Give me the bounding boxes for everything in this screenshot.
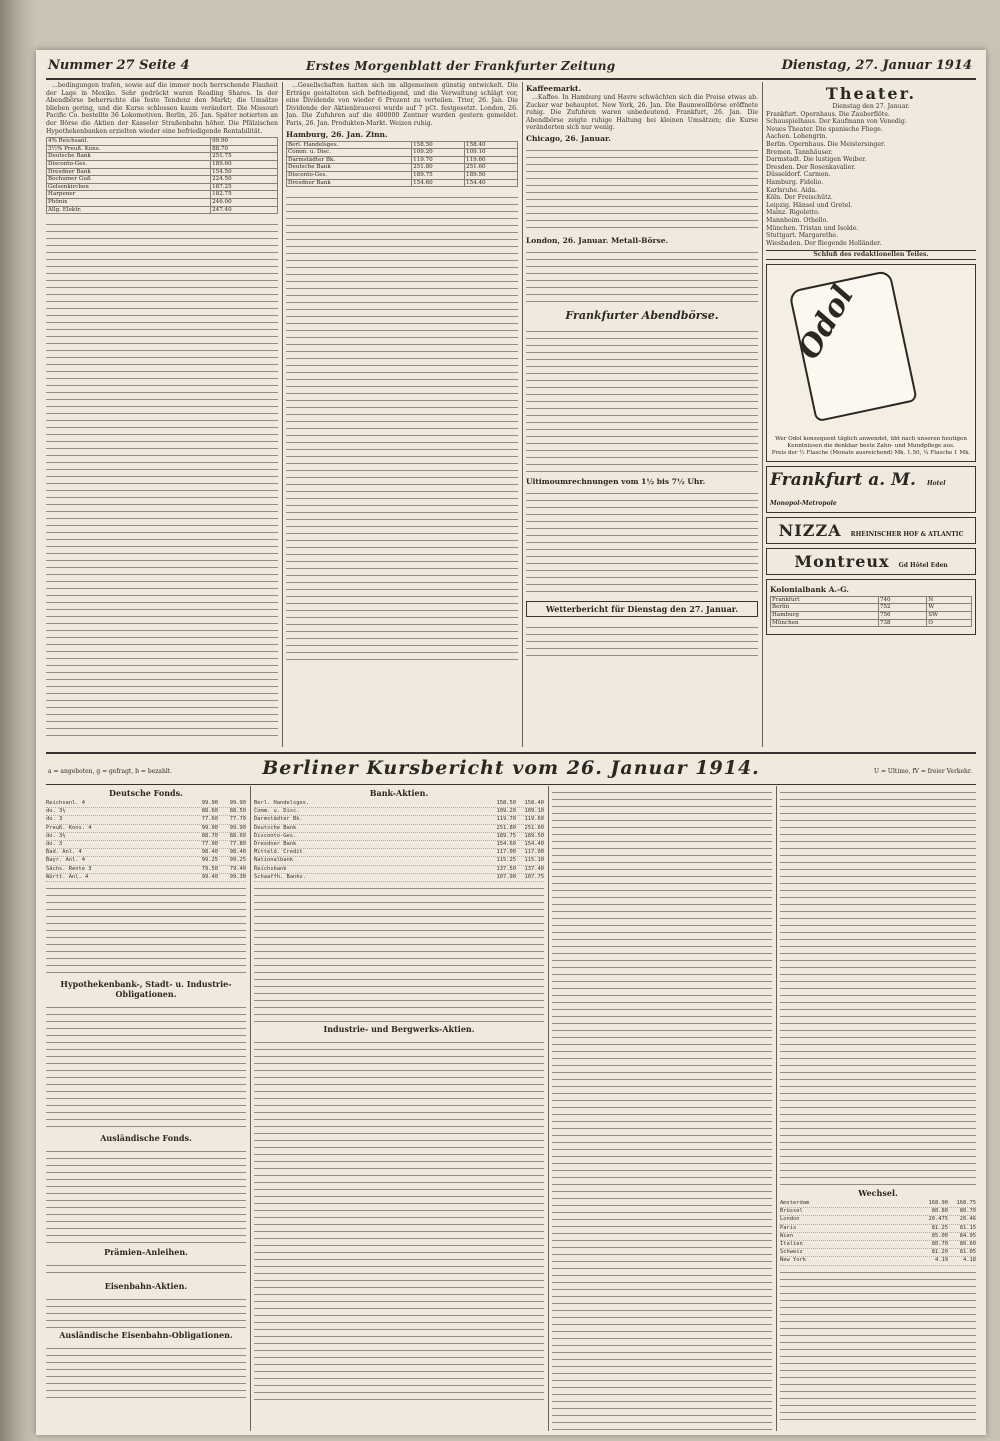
kurs-row (46, 841, 246, 849)
price-value: 84.95 (959, 1232, 976, 1239)
kurs-rows-block (46, 1145, 246, 1245)
security-name: Brüssel (780, 1208, 803, 1215)
price-value: 99.90 (229, 800, 246, 806)
price-value: 154.40 (524, 841, 544, 848)
table-cell: 109.20 (412, 149, 465, 157)
table-cell: 4% Reichsanl. (47, 138, 211, 146)
article-paragraph: ...Gesellschaften hatten sich im allgemeinen günstig entwickelt. Die Erträge gestalteten sich befriedigend, und die Verwaltung schlägt vor, eine Dividende von wieder 6 Prozent zu verteilen. Trier, 26. Jan. Die Dividende der Aktienbrauerei wurde auf 7 pCt. festgesetzt. London, 26. Jan. Die Zufuhren auf die 400000 Zentner wurden gestern gemeldet. Paris, 26. Jan. Produkten-Markt. Weizen ruhig. (286, 82, 518, 127)
table-cell: 119.70 (412, 156, 465, 164)
price-value: 99.90 (201, 824, 218, 831)
table-cell: 182.75 (211, 191, 278, 199)
table-cell: Disconto-Ges. (287, 171, 412, 179)
table-cell: 99.90 (211, 138, 278, 146)
montreux-hotel-ad (766, 548, 976, 575)
kursbericht-header (46, 752, 976, 785)
price-value: 98.40 (201, 849, 218, 856)
frankfurt-title: Frankfurt a. M. (770, 469, 916, 490)
article-text-block (46, 218, 278, 738)
theater-entry: Mannheim. Othello. (766, 216, 829, 224)
nizza-hotel-name: RHEINISCHER HOF & ATLANTIC (850, 530, 964, 538)
price-value: 77.80 (229, 841, 246, 848)
price-value: 251.60 (524, 824, 544, 831)
table-cell: Deutsche Bank (47, 153, 211, 161)
deutsche-fonds-heading: Deutsche Fonds. (109, 788, 183, 798)
bank-row (254, 866, 544, 874)
frankfurt-hotel-ad (766, 466, 976, 513)
table-cell: 189.50 (465, 171, 518, 179)
security-name: New York (780, 1257, 806, 1264)
table-cell: München (771, 619, 879, 627)
security-name: Disconto-Ges. (254, 832, 297, 839)
market-row (287, 171, 518, 179)
weather-row (771, 604, 972, 612)
theater-entry: Stuttgart. Margarethe. (766, 232, 839, 240)
security-name: Reichsanl. 4 (46, 800, 85, 806)
price-value: 80.60 (959, 1241, 976, 1248)
kurs-column-2 (254, 786, 544, 1431)
column-rule (522, 82, 523, 747)
price-value: 168.90 (928, 1200, 948, 1206)
theater-entry: Wiesbaden. Der fliegende Holländer. (766, 239, 882, 247)
price-value: 4.19 (935, 1257, 948, 1264)
page-binding (0, 0, 36, 1441)
table-cell: SW (927, 612, 972, 620)
security-name: do. 3½ (46, 832, 66, 839)
column-rule (762, 82, 763, 747)
wechsel-row (780, 1200, 976, 1208)
security-name: Deutsche Bank (254, 824, 297, 831)
theater-entry: Hamburg. Fidelio. (766, 178, 824, 186)
table-cell: Disconto-Ges. (47, 160, 211, 168)
praemien-heading: Prämien-Anleihen. (104, 1247, 188, 1258)
security-name: Italien (780, 1241, 803, 1248)
kursbericht-columns (46, 786, 976, 1431)
table-cell: 752 (878, 604, 926, 612)
column-rule (282, 82, 283, 747)
article-text-block (286, 191, 518, 661)
price-value: 107.90 (496, 873, 516, 880)
article-paragraph: ...bedingungen trafen, sowie auf die immer noch herrschende Flauheit der Lage in Mexiko. Sehr gedrückt waren Reading Shares. In der Abendbörse beherrschte die feste Tendenz den Markt; die Umsätze blieben gering, und die Kurse schlossen kaum verändert. Die Missouri Pacific Co. bestellte 36 Lokomotiven. Berlin, 26. Jan. Später notierten an der Börse die Aktien der Kasseler Straßenbahn höher. Die Pfälzischen Hypothekenbanken erzielten wieder eine befriedigende Rentabilität. (46, 82, 278, 135)
column-3 (526, 82, 758, 747)
price-value: 80.70 (931, 1241, 948, 1248)
odol-price: Preis der ½ Flasche (Monate ausreichend) Mk. 1.50, ¼ Flasche 1 Mk. (771, 450, 971, 457)
abend-row (47, 160, 278, 168)
kurs-column-4 (780, 786, 976, 1431)
table-cell: 251.80 (412, 164, 465, 172)
market-row (287, 149, 518, 157)
table-cell: Berlin (771, 604, 879, 612)
kurs-row (46, 857, 246, 865)
security-name: Amsterdam (780, 1200, 810, 1206)
table-cell: 189.60 (211, 160, 278, 168)
odol-caption (767, 436, 975, 456)
column-2 (286, 82, 518, 747)
theater-entry: Dresden. Der Rosenkavalier. (766, 163, 856, 171)
bank-row (254, 825, 544, 833)
montreux-title: Montreux (794, 551, 890, 571)
wechsel-row (780, 1216, 976, 1224)
eisenbahn-oblig-heading: Ausländische Eisenbahn-Obligationen. (59, 1330, 233, 1341)
security-name: Württ. Anl. 4 (46, 873, 89, 880)
security-name: Paris (780, 1224, 797, 1231)
price-value: 77.60 (201, 816, 218, 823)
price-value: 81.15 (959, 1224, 976, 1231)
wechsel-row (780, 1208, 976, 1216)
price-value: 20.46 (959, 1216, 976, 1223)
price-value: 168.75 (956, 1200, 976, 1206)
abend-row (47, 138, 278, 146)
security-name: Bad. Anl. 4 (46, 849, 82, 856)
theater-entry: Mainz. Rigoletto. (766, 209, 820, 217)
kurs-row (46, 816, 246, 824)
market-table (286, 141, 518, 188)
price-value: 119.70 (496, 816, 516, 823)
kurs-rows-block (46, 1259, 246, 1279)
price-value: 137.50 (496, 865, 516, 872)
stock-mini-table (46, 137, 278, 214)
weather-table (770, 596, 972, 627)
weather-row (771, 596, 972, 604)
price-value: 79.40 (229, 865, 246, 872)
price-value: 117.00 (496, 849, 516, 856)
price-value: 99.25 (229, 857, 246, 864)
table-cell: 119.60 (465, 156, 518, 164)
table-cell: 247.40 (211, 206, 278, 214)
security-name: London (780, 1216, 800, 1223)
abend-row (47, 206, 278, 214)
security-name: Reichsbank (254, 865, 287, 872)
security-name: do. 3 (46, 841, 63, 848)
table-cell: 3½% Preuß. Kons. (47, 145, 211, 153)
kaffee-heading: Kaffeemarkt. (526, 84, 582, 93)
price-value: 88.70 (201, 832, 218, 839)
table-cell: Phönix (47, 198, 211, 206)
hypotheken-heading: Hypothekenbank-, Stadt- u. Industrie-Obligationen. (60, 979, 232, 1000)
bank-row (254, 833, 544, 841)
table-cell: Dresdner Bank (47, 168, 211, 176)
abend-row (47, 183, 278, 191)
table-cell: N (927, 596, 972, 604)
abend-row (47, 198, 278, 206)
kurs-row (46, 808, 246, 816)
table-cell: 154.60 (412, 179, 465, 187)
kurs-rows-block (46, 1293, 246, 1328)
theater-end: Schluß des redaktionellen Teiles. (766, 250, 976, 260)
page-date: Dienstag, 27. Januar 1914 (781, 58, 972, 73)
security-name: Comm. u. Disc. (254, 808, 300, 815)
odol-logo: Odol (791, 279, 862, 366)
nizza-title: NIZZA (778, 520, 842, 540)
bank-row (254, 808, 544, 816)
kurs-row (46, 874, 246, 882)
wechsel-row (780, 1233, 976, 1241)
table-cell: Gelsenkirchen (47, 183, 211, 191)
bank-row (254, 874, 544, 882)
table-cell: Allg. Elektr. (47, 206, 211, 214)
table-cell: Darmstädter Bk. (287, 156, 412, 164)
price-value: 189.50 (524, 832, 544, 839)
kurs-rows-block (46, 1001, 246, 1131)
table-cell: 187.25 (211, 183, 278, 191)
deutsche-fonds-rows (46, 800, 246, 882)
kurs-rows-block (46, 1342, 246, 1402)
abend-row (47, 145, 278, 153)
article-text (286, 82, 518, 128)
bank-aktien-rows (254, 800, 544, 882)
price-value: 99.30 (229, 873, 246, 880)
article-text-block (526, 487, 758, 597)
table-cell: 189.75 (412, 171, 465, 179)
table-cell: 154.40 (465, 179, 518, 187)
security-name: Nationalbank (254, 857, 293, 864)
price-value: 79.50 (201, 865, 218, 872)
abend-row (47, 153, 278, 161)
price-value: 119.60 (524, 816, 544, 823)
column-4 (766, 82, 976, 747)
montreux-hotel-name: Gd Hôtel Eden (898, 561, 948, 569)
kurs-rows-block (46, 882, 246, 977)
security-name: Preuß. Kons. 4 (46, 824, 92, 831)
column-rule (250, 786, 251, 1431)
table-cell: 756 (878, 612, 926, 620)
market-row (287, 164, 518, 172)
table-cell: 251.75 (211, 153, 278, 161)
security-name: Mitteld. Credit (254, 849, 303, 856)
weather-row (771, 612, 972, 620)
kurs-rows-block (254, 882, 544, 1022)
kurs-row (46, 849, 246, 857)
odol-caption-text: Wer Odol konsequent täglich anwendet, übt nach unseren heutigen Kenntnissen die denkbar beste Zahn- und Mundpflege aus. (775, 436, 967, 450)
market-row (287, 141, 518, 149)
abend-row (47, 191, 278, 199)
article-text-block (526, 144, 758, 234)
theater-subhead: Dienstag den 27. Januar. (832, 103, 910, 110)
price-value: 88.50 (229, 808, 246, 815)
bank-row (254, 841, 544, 849)
price-value: 251.80 (496, 824, 516, 831)
table-cell: 251.60 (465, 164, 518, 172)
hamburg-heading: Hamburg, 26. Jan. Zinn. (286, 129, 388, 139)
article-text-block (526, 621, 758, 661)
article-text-block (526, 325, 758, 475)
security-name: Wien (780, 1232, 793, 1239)
kurs-row (46, 833, 246, 841)
column-1 (46, 82, 278, 747)
price-value: 80.80 (931, 1208, 948, 1215)
kurs-rows-block (780, 786, 976, 1186)
table-cell: 158.50 (412, 141, 465, 149)
kurs-rows-block (780, 1266, 976, 1426)
security-name: do. 3 (46, 816, 63, 823)
price-value: 80.70 (959, 1208, 976, 1215)
theater-entry: Düsseldorf. Carmen. (766, 171, 831, 179)
table-cell: 88.70 (211, 145, 278, 153)
security-name: Schweiz (780, 1249, 803, 1256)
article-text-block (526, 246, 758, 306)
kurs-rows-block (552, 786, 772, 1431)
price-value: 109.20 (496, 808, 516, 815)
table-cell: Bochumer Guß (47, 176, 211, 184)
table-cell: Comm. u. Disc. (287, 149, 412, 157)
article-text (526, 94, 758, 132)
kursbericht-title: Berliner Kursbericht vom 26. Januar 1914. (262, 757, 760, 779)
table-cell: O (927, 619, 972, 627)
price-value: 85.00 (931, 1232, 948, 1239)
article-text (46, 82, 278, 135)
bank-row (254, 849, 544, 857)
bank-row (254, 857, 544, 865)
security-name: do. 3½ (46, 808, 66, 815)
table-cell: Hamburg (771, 612, 879, 620)
theater-entry: Schauspielhaus. Der Kaufmann von Venedig. (766, 118, 907, 126)
price-value: 88.60 (201, 808, 218, 815)
price-value: 77.70 (229, 816, 246, 823)
table-cell: 154.50 (211, 168, 278, 176)
london-heading: London, 26. Januar. Metall-Börse. (526, 235, 669, 245)
abend-row (47, 176, 278, 184)
weather-banner: Wetterbericht für Dienstag den 27. Januar. (526, 601, 758, 617)
price-value: 81.05 (959, 1249, 976, 1256)
price-value: 115.25 (496, 857, 516, 864)
table-cell: Dresdner Bank (287, 179, 412, 187)
kurs-row (46, 866, 246, 874)
theater-entry: Leipzig. Hänsel und Gretel. (766, 201, 853, 209)
wechsel-heading: Wechsel. (858, 1188, 898, 1198)
wechsel-row (780, 1241, 976, 1249)
theater-entry: Aachen. Lohengrin. (766, 133, 828, 141)
price-value: 158.50 (496, 800, 516, 806)
wechsel-row (780, 1257, 976, 1265)
table-cell: 246.00 (211, 198, 278, 206)
theater-entry: Neues Theater. Die spanische Fliege. (766, 125, 883, 133)
theater-entry: Frankfurt. Opernhaus. Die Zauberflöte. (766, 110, 890, 118)
theater-entry: Karlsruhe. Aida. (766, 186, 818, 194)
upper-columns (46, 82, 976, 747)
kurs-legend-right: U = Ultimo, fV = freier Verkehr. (874, 768, 972, 775)
price-value: 107.75 (524, 873, 544, 880)
eisenbahn-aktien-heading: Eisenbahn-Aktien. (104, 1281, 188, 1292)
kurs-legend-left: a = angeboten, g = gefragt, b = bezahlt. (48, 768, 173, 775)
table-cell: 158.40 (465, 141, 518, 149)
newspaper-page (36, 50, 986, 1435)
table-cell: Frankfurt (771, 596, 879, 604)
market-row (287, 179, 518, 187)
nizza-hotel-ad (766, 517, 976, 544)
masthead: Erstes Morgenblatt der Frankfurter Zeitung (306, 59, 616, 73)
odol-advertisement (766, 264, 976, 462)
page-number: Nummer 27 Seite 4 (48, 58, 190, 73)
price-value: 98.40 (229, 849, 246, 856)
bank-row (254, 816, 544, 824)
kolonialbank-ad (766, 579, 976, 635)
kolonialbank-title: Kolonialbank A.-G. (770, 584, 849, 594)
theater-entry: Köln. Der Freischütz. (766, 194, 833, 202)
column-rule (548, 786, 549, 1431)
price-value: 154.60 (496, 841, 516, 848)
security-name: Schaaffh. Bankv. (254, 873, 306, 880)
table-cell: Deutsche Bank (287, 164, 412, 172)
kurs-rows-block (254, 1036, 544, 1406)
price-value: 137.40 (524, 865, 544, 872)
kurs-row (46, 800, 246, 808)
frankfurt-hotel-name: Hotel Monopol-Metropole (770, 479, 946, 507)
bank-row (254, 800, 544, 808)
price-value: 99.25 (201, 857, 218, 864)
price-value: 81.20 (931, 1249, 948, 1256)
ultimo-heading: Ultimoumrechnungen vom 1½ bis 7½ Uhr. (526, 476, 706, 486)
theater-entry: Bremen. Tannhäuser. (766, 148, 833, 156)
price-value: 158.40 (524, 800, 544, 806)
theater-entry: München. Tristan und Isolde. (766, 224, 859, 232)
table-cell: 738 (878, 619, 926, 627)
table-cell: Berl. Handelsges. (287, 141, 412, 149)
security-name: Berl. Handelsges. (254, 800, 310, 806)
price-value: 88.60 (229, 832, 246, 839)
price-value: 109.10 (524, 808, 544, 815)
price-value: 4.18 (963, 1257, 976, 1264)
table-cell: 109.10 (465, 149, 518, 157)
price-value: 99.90 (229, 824, 246, 831)
kurs-row (46, 825, 246, 833)
theater-title: Theater. (825, 84, 917, 103)
price-value: 20.475 (928, 1216, 948, 1223)
security-name: Dresdner Bank (254, 841, 297, 848)
weather-row (771, 619, 972, 627)
abendboerse-title: Frankfurter Abendbörse. (565, 308, 719, 322)
column-rule (776, 786, 777, 1431)
article-paragraph: ...Kaffee. In Hamburg und Havre schwächten sich die Preise etwas ab. Zucker war behauptet. New York, 26. Jan. Die Baumwollbörse eröffnete ruhig. Die Zufuhren waren unbedeutend. Frankfurt, 26. Jan. Die Abendbörse zeigte ruhige Haltung bei kleinen Umsätzen; die Kurse veränderten sich nur wenig. (526, 94, 758, 132)
page-header (46, 56, 976, 80)
price-value: 99.40 (201, 873, 218, 880)
price-value: 77.90 (201, 841, 218, 848)
table-cell: Harpener (47, 191, 211, 199)
table-cell: 224.50 (211, 176, 278, 184)
wechsel-row (780, 1225, 976, 1233)
auslaendische-heading: Ausländische Fonds. (100, 1133, 192, 1144)
security-name: Sächs. Rente 3 (46, 865, 92, 872)
price-value: 81.25 (931, 1224, 948, 1231)
price-value: 99.90 (201, 800, 218, 806)
bank-aktien-heading: Bank-Aktien. (369, 788, 429, 798)
market-row (287, 156, 518, 164)
abend-row (47, 168, 278, 176)
price-value: 189.75 (496, 832, 516, 839)
theater-list (766, 111, 976, 248)
table-cell: W (927, 604, 972, 612)
wechsel-rows (780, 1200, 976, 1266)
wechsel-row (780, 1249, 976, 1257)
security-name: Bayr. Anl. 4 (46, 857, 85, 864)
security-name: Darmstädter Bk. (254, 816, 303, 823)
table-cell: 740 (878, 596, 926, 604)
price-value: 115.10 (524, 857, 544, 864)
chicago-heading: Chicago, 26. Januar. (526, 133, 611, 143)
kurs-column-3 (552, 786, 772, 1431)
theater-entry: Darmstadt. Die lustigen Weiber. (766, 156, 867, 164)
theater-entry: Berlin. Opernhaus. Die Meistersinger. (766, 140, 886, 148)
industrie-heading: Industrie- und Bergwerks-Aktien. (323, 1024, 475, 1035)
price-value: 117.00 (524, 849, 544, 856)
kurs-column-1 (46, 786, 246, 1431)
